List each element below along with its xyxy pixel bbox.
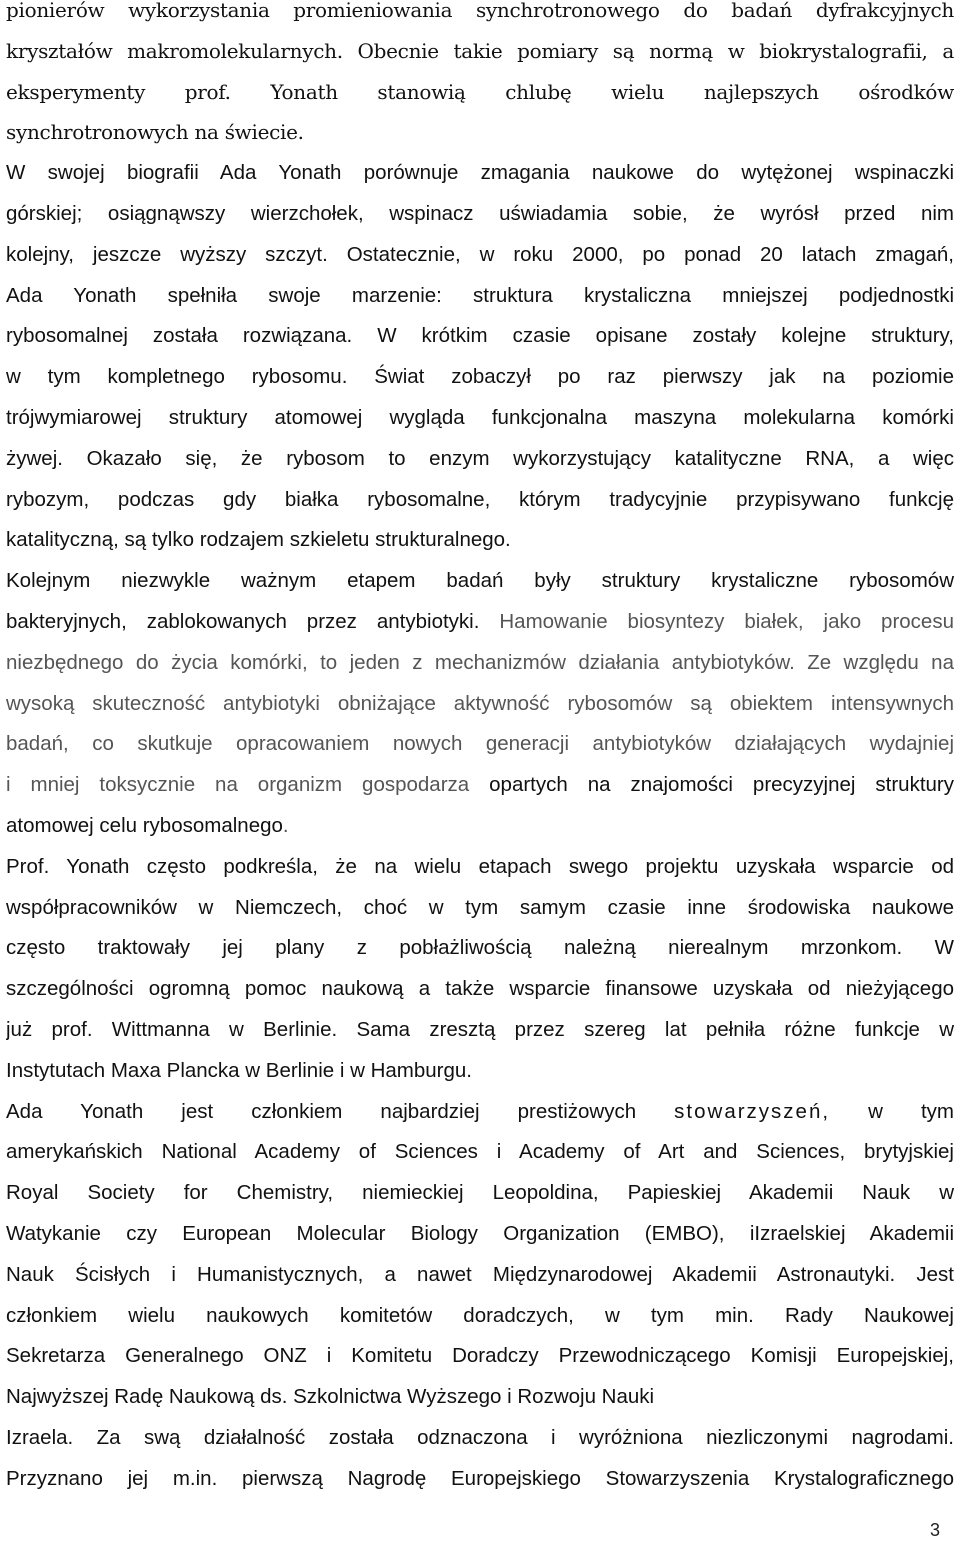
text-line xyxy=(6,806,954,847)
text-fragment: w tym xyxy=(868,1099,954,1123)
text-line: Przyznano jej m.in. pierwszą Nagrodę Europejskiego Stowarzyszenia Krystalograficznego xyxy=(6,1466,954,1490)
text-line: amerykańskich National Academy of Sciences i Academy of Art and Sciences, brytyjskiej xyxy=(6,1140,954,1164)
text-line: Nauk Ścisłych i Humanistycznych, a nawet Międzynarodowej Akademii Astronautyki. Jest xyxy=(6,1262,954,1286)
text-line: trójwymiarowej struktury atomowej wygląda funkcjonalna maszyna molekularna komórki xyxy=(6,405,954,429)
text-line: Sekretarza Generalnego ONZ i Komitetu Doradczy Przewodniczącego Komisji Europejskiej, xyxy=(6,1344,954,1368)
text-line: Instytutach Maxa Plancka w Berlinie i w Hamburgu. xyxy=(6,1058,473,1082)
document-page xyxy=(6,0,954,1499)
paragraph-antibiotics xyxy=(6,561,954,847)
text-fragment-light: . xyxy=(282,813,289,837)
text-line: niezbędnego do życia komórki, to jeden z mechanizmów działania antybiotyków. Ze względu na xyxy=(6,650,954,674)
text-fragment: atomowej celu rybosomalnego xyxy=(6,813,283,837)
text-fragment-light: Hamowanie biosyntezy białek, jako procesu xyxy=(499,609,954,633)
text-line: współpracowników w Niemczech, choć w tym samym czasie inne środowiska naukowe xyxy=(6,895,954,919)
text-line: Prof. Yonath często podkreśla, że na wielu etapach swego projektu uzyskała wsparcie od xyxy=(6,854,954,878)
text-line: wysoką skuteczność antybiotyki obniżające aktywność rybosomów są obiektem intensywnych xyxy=(6,691,954,715)
text-line: już prof. Wittmanna w Berlinie. Sama zresztą przez szereg lat pełniła różne funkcje w xyxy=(6,1017,954,1041)
text-line: kolejny, jeszcze wyższy szczyt. Ostatecznie, w roku 2000, po ponad 20 latach zmagań, xyxy=(6,242,954,266)
text-line: W swojej biografii Ada Yonath porównuje zmagania naukowe do wytężonej wspinaczki xyxy=(6,161,954,185)
text-fragment: opartych na znajomości precyzyjnej struktury xyxy=(489,773,954,797)
text-line: Royal Society for Chemistry, niemieckiej Leopoldina, Papieskiej Akademii Nauk w xyxy=(6,1181,954,1205)
text-line: pionierów wykorzystania promieniowania synchrotronowego do badań dyfrakcyjnych xyxy=(6,0,954,22)
text-line: Watykanie czy European Molecular Biology Organization (EMBO), iIzraelskiej Akademii xyxy=(6,1221,954,1245)
text-line: synchrotronowych na świecie. xyxy=(6,120,304,145)
text-line: katalityczną, są tylko rodzajem szkieletu strukturalnego. xyxy=(6,528,511,552)
text-fragment: Ada Yonath jest członkiem najbardziej prestiżowych xyxy=(6,1099,637,1123)
text-line: członkiem wielu naukowych komitetów doradczych, w tym min. Rady Naukowej xyxy=(6,1303,954,1327)
text-line xyxy=(6,1092,954,1133)
text-line: eksperymenty prof. Yonath stanowią chlubę wielu najlepszych ośrodków xyxy=(6,79,954,104)
paragraph-biography xyxy=(6,153,954,561)
text-line: Kolejnym niezwykle ważnym etapem badań były struktury krystaliczne rybosomów xyxy=(6,569,954,593)
text-line: Izraela. Za swą działalność została odznaczona i wyróżniona niezliczonymi nagrodami. xyxy=(6,1425,954,1449)
text-line: szczególności ogromną pomoc naukową a także wsparcie finansowe uzyskała od nieżyjącego xyxy=(6,977,954,1001)
text-line: rybosomalnej została rozwiązana. W krótkim czasie opisane zostały kolejne struktury, xyxy=(6,324,954,348)
text-line: Ada Yonath spełniła swoje marzenie: struktura krystaliczna mniejszej podjednostki xyxy=(6,283,954,307)
page-number: 3 xyxy=(929,1520,940,1540)
text-line: kryształów makromolekularnych. Obecnie takie pomiary są normą w biokrystalografii, a xyxy=(6,38,954,63)
text-line: w tym kompletnego rybosomu. Świat zobaczył po raz pierwszy jak na poziomie xyxy=(6,365,954,389)
text-fragment: bakteryjnych, zablokowanych przez antybiotyki. xyxy=(6,609,480,633)
paragraph-synchrotron xyxy=(6,0,954,153)
text-line xyxy=(6,765,954,806)
text-line: górskiej; osiągnąwszy wierzchołek, wspinacz uświadamia sobie, że wyrósł przed nim xyxy=(6,201,954,225)
paragraph-memberships xyxy=(6,1092,954,1500)
text-line: często traktowały jej plany z pobłażliwością należną nierealnym mrzonkom. W xyxy=(6,936,954,960)
text-line: badań, co skutkuje opracowaniem nowych generacji antybiotyków działających wydajniej xyxy=(6,732,954,756)
text-line xyxy=(6,602,954,643)
paragraph-support xyxy=(6,847,954,1092)
text-fragment-spaced: stowarzyszeń, xyxy=(674,1099,831,1123)
text-line: żywej. Okazało się, że rybosom to enzym wykorzystujący katalityczne RNA, a więc xyxy=(6,446,954,470)
text-line: rybozym, podczas gdy białka rybosomalne, którym tradycyjnie przypisywano funkcję xyxy=(6,487,954,511)
text-fragment-light: i mniej toksycznie na organizm gospodarza xyxy=(6,773,470,797)
text-line: Najwyższej Radę Naukową ds. Szkolnictwa Wyższego i Rozwoju Nauki xyxy=(6,1385,655,1409)
